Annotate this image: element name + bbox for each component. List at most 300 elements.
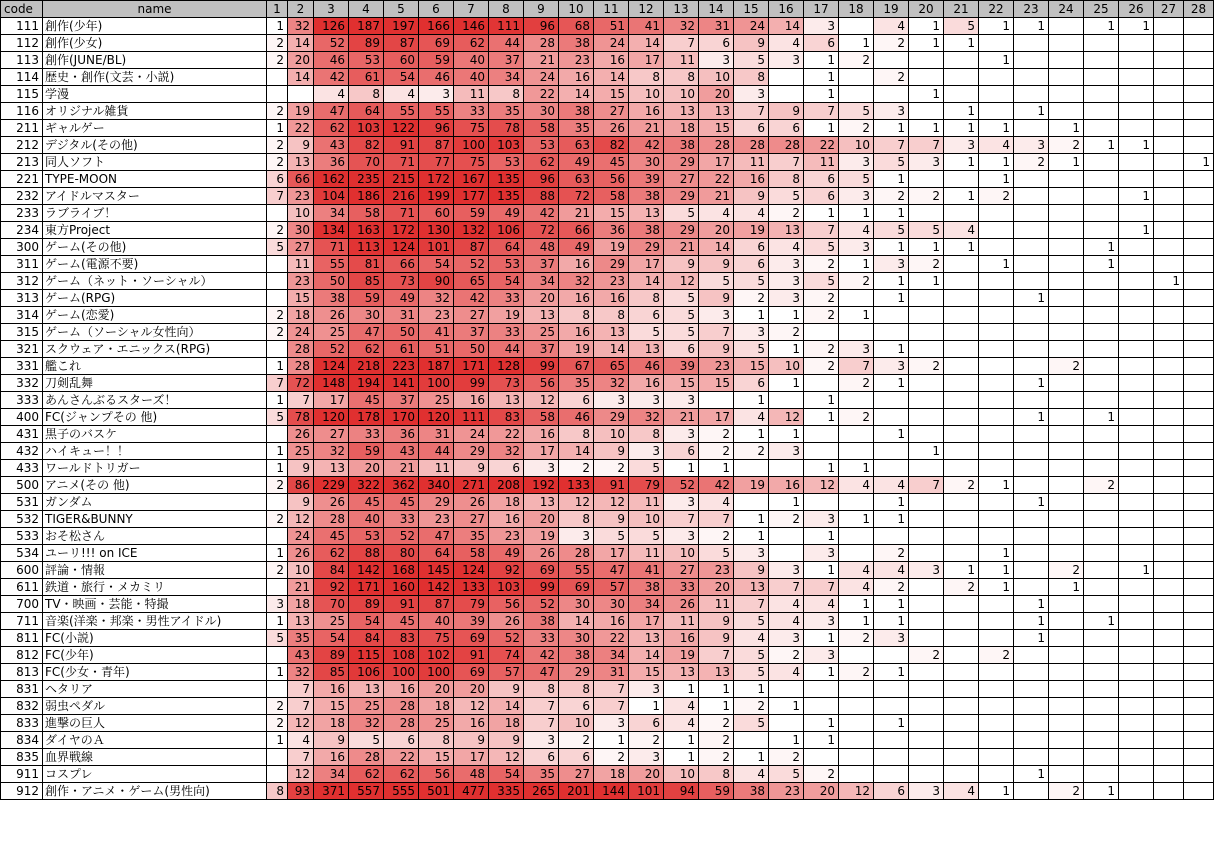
cell-value[interactable]: 62 <box>454 35 489 52</box>
cell-value[interactable]: 18 <box>288 307 314 324</box>
cell-value[interactable] <box>944 324 979 341</box>
cell-code[interactable]: 532 <box>1 511 43 528</box>
cell-value[interactable] <box>1084 392 1119 409</box>
cell-name[interactable]: あんさんぶるスターズ！ <box>43 392 267 409</box>
cell-value[interactable]: 1 <box>769 698 804 715</box>
cell-value[interactable]: 100 <box>454 137 489 154</box>
header-col-15[interactable]: 15 <box>734 1 769 18</box>
cell-value[interactable]: 28 <box>288 358 314 375</box>
cell-code[interactable]: 234 <box>1 222 43 239</box>
cell-code[interactable]: 600 <box>1 562 43 579</box>
cell-value[interactable] <box>1184 715 1214 732</box>
cell-value[interactable]: 1 <box>839 613 874 630</box>
cell-value[interactable]: 38 <box>314 290 349 307</box>
cell-value[interactable]: 2 <box>267 477 288 494</box>
cell-value[interactable] <box>267 579 288 596</box>
cell-value[interactable]: 56 <box>419 766 454 783</box>
cell-value[interactable]: 2 <box>267 154 288 171</box>
cell-value[interactable] <box>1184 783 1214 800</box>
cell-value[interactable]: 35 <box>559 120 594 137</box>
cell-value[interactable] <box>979 426 1014 443</box>
cell-value[interactable]: 1 <box>874 511 909 528</box>
cell-value[interactable]: 144 <box>594 783 629 800</box>
cell-name[interactable]: 東方Project <box>43 222 267 239</box>
cell-value[interactable]: 2 <box>1014 154 1049 171</box>
cell-value[interactable] <box>979 630 1014 647</box>
cell-value[interactable]: 20 <box>699 222 734 239</box>
cell-value[interactable]: 8 <box>734 69 769 86</box>
cell-value[interactable]: 5 <box>839 103 874 120</box>
header-col-4[interactable]: 4 <box>349 1 384 18</box>
cell-value[interactable]: 80 <box>384 545 419 562</box>
cell-value[interactable]: 1 <box>979 18 1014 35</box>
cell-value[interactable]: 201 <box>559 783 594 800</box>
cell-value[interactable]: 1 <box>804 86 839 103</box>
cell-value[interactable]: 162 <box>314 171 349 188</box>
cell-value[interactable]: 1 <box>839 307 874 324</box>
cell-value[interactable] <box>1119 664 1154 681</box>
cell-value[interactable]: 16 <box>489 511 524 528</box>
cell-value[interactable]: 1 <box>267 613 288 630</box>
cell-value[interactable] <box>804 426 839 443</box>
cell-value[interactable]: 58 <box>454 545 489 562</box>
cell-value[interactable]: 47 <box>594 562 629 579</box>
cell-value[interactable] <box>1014 579 1049 596</box>
cell-value[interactable] <box>944 69 979 86</box>
cell-name[interactable]: ゲーム(RPG) <box>43 290 267 307</box>
cell-value[interactable]: 10 <box>664 86 699 103</box>
cell-value[interactable] <box>769 681 804 698</box>
cell-value[interactable] <box>1119 35 1154 52</box>
cell-value[interactable]: 199 <box>419 188 454 205</box>
cell-value[interactable]: 91 <box>454 647 489 664</box>
cell-code[interactable]: 221 <box>1 171 43 188</box>
cell-value[interactable]: 25 <box>314 324 349 341</box>
cell-value[interactable]: 2 <box>909 358 944 375</box>
cell-value[interactable] <box>1049 307 1084 324</box>
cell-value[interactable]: 15 <box>699 120 734 137</box>
cell-value[interactable] <box>1154 137 1184 154</box>
cell-value[interactable]: 18 <box>489 494 524 511</box>
cell-value[interactable]: 194 <box>349 375 384 392</box>
cell-value[interactable]: 3 <box>909 562 944 579</box>
cell-value[interactable]: 103 <box>349 120 384 137</box>
cell-value[interactable] <box>1154 239 1184 256</box>
cell-value[interactable] <box>839 749 874 766</box>
cell-value[interactable]: 1 <box>874 375 909 392</box>
cell-value[interactable]: 1 <box>1084 409 1119 426</box>
cell-value[interactable]: 23 <box>288 188 314 205</box>
cell-name[interactable]: 弱虫ペダル <box>43 698 267 715</box>
cell-value[interactable]: 60 <box>384 52 419 69</box>
cell-value[interactable]: 47 <box>314 103 349 120</box>
cell-value[interactable]: 7 <box>734 596 769 613</box>
cell-value[interactable]: 38 <box>629 188 664 205</box>
cell-value[interactable]: 13 <box>664 103 699 120</box>
cell-value[interactable]: 10 <box>699 69 734 86</box>
header-col-6[interactable]: 6 <box>419 1 454 18</box>
cell-value[interactable] <box>909 205 944 222</box>
cell-value[interactable] <box>1154 35 1184 52</box>
cell-value[interactable] <box>1184 18 1214 35</box>
cell-value[interactable] <box>909 426 944 443</box>
cell-value[interactable]: 14 <box>559 443 594 460</box>
cell-value[interactable]: 7 <box>699 647 734 664</box>
cell-value[interactable] <box>1049 460 1084 477</box>
cell-value[interactable]: 4 <box>874 562 909 579</box>
cell-value[interactable]: 40 <box>419 613 454 630</box>
cell-value[interactable] <box>1049 239 1084 256</box>
cell-value[interactable]: 55 <box>419 103 454 120</box>
cell-value[interactable]: 84 <box>349 630 384 647</box>
header-name[interactable]: name <box>43 1 267 18</box>
cell-value[interactable]: 73 <box>489 375 524 392</box>
cell-value[interactable]: 1 <box>664 460 699 477</box>
cell-value[interactable]: 19 <box>524 528 559 545</box>
cell-value[interactable]: 18 <box>419 698 454 715</box>
cell-value[interactable] <box>944 528 979 545</box>
cell-value[interactable]: 124 <box>454 562 489 579</box>
cell-value[interactable]: 5 <box>804 273 839 290</box>
cell-value[interactable] <box>1154 290 1184 307</box>
cell-value[interactable]: 42 <box>629 137 664 154</box>
cell-value[interactable]: 6 <box>629 715 664 732</box>
cell-value[interactable] <box>909 698 944 715</box>
cell-value[interactable]: 2 <box>874 579 909 596</box>
cell-code[interactable]: 315 <box>1 324 43 341</box>
cell-value[interactable]: 7 <box>874 137 909 154</box>
cell-value[interactable] <box>1119 749 1154 766</box>
cell-value[interactable]: 33 <box>489 290 524 307</box>
cell-value[interactable]: 37 <box>384 392 419 409</box>
cell-value[interactable]: 1 <box>944 35 979 52</box>
cell-value[interactable]: 13 <box>664 664 699 681</box>
cell-value[interactable] <box>1119 171 1154 188</box>
cell-value[interactable]: 3 <box>559 528 594 545</box>
cell-value[interactable]: 2 <box>804 766 839 783</box>
cell-value[interactable] <box>1084 511 1119 528</box>
cell-value[interactable]: 87 <box>419 137 454 154</box>
cell-name[interactable]: TIGER&BUNNY <box>43 511 267 528</box>
cell-value[interactable]: 60 <box>419 205 454 222</box>
cell-value[interactable] <box>1154 18 1184 35</box>
cell-value[interactable]: 16 <box>454 715 489 732</box>
cell-code[interactable]: 911 <box>1 766 43 783</box>
cell-value[interactable] <box>1154 545 1184 562</box>
cell-value[interactable]: 55 <box>314 256 349 273</box>
cell-value[interactable] <box>1119 324 1154 341</box>
cell-value[interactable] <box>769 392 804 409</box>
cell-value[interactable] <box>839 69 874 86</box>
cell-value[interactable]: 2 <box>267 307 288 324</box>
cell-value[interactable]: 59 <box>349 290 384 307</box>
cell-value[interactable]: 35 <box>524 766 559 783</box>
cell-value[interactable] <box>1184 290 1214 307</box>
header-col-17[interactable]: 17 <box>804 1 839 18</box>
cell-value[interactable]: 62 <box>314 120 349 137</box>
cell-value[interactable]: 40 <box>454 69 489 86</box>
cell-value[interactable]: 55 <box>559 562 594 579</box>
cell-value[interactable]: 9 <box>664 256 699 273</box>
cell-value[interactable]: 19 <box>559 341 594 358</box>
cell-value[interactable]: 4 <box>874 477 909 494</box>
cell-value[interactable] <box>1084 698 1119 715</box>
cell-value[interactable]: 102 <box>419 647 454 664</box>
cell-value[interactable]: 10 <box>769 358 804 375</box>
cell-value[interactable] <box>1119 647 1154 664</box>
cell-value[interactable] <box>1084 596 1119 613</box>
cell-value[interactable]: 1 <box>874 613 909 630</box>
cell-name[interactable]: 評論・情報 <box>43 562 267 579</box>
cell-value[interactable]: 36 <box>384 426 419 443</box>
cell-value[interactable] <box>1184 358 1214 375</box>
cell-code[interactable]: 116 <box>1 103 43 120</box>
cell-code[interactable]: 232 <box>1 188 43 205</box>
cell-value[interactable]: 29 <box>594 409 629 426</box>
cell-value[interactable]: 28 <box>314 511 349 528</box>
cell-value[interactable] <box>909 579 944 596</box>
cell-value[interactable]: 2 <box>734 290 769 307</box>
cell-value[interactable]: 2 <box>267 222 288 239</box>
cell-value[interactable] <box>1049 409 1084 426</box>
cell-value[interactable] <box>1119 715 1154 732</box>
cell-value[interactable]: 20 <box>349 460 384 477</box>
cell-value[interactable]: 2 <box>804 256 839 273</box>
cell-value[interactable]: 91 <box>594 477 629 494</box>
cell-value[interactable] <box>1084 443 1119 460</box>
cell-value[interactable]: 29 <box>664 154 699 171</box>
cell-value[interactable] <box>979 494 1014 511</box>
cell-value[interactable]: 43 <box>314 137 349 154</box>
cell-value[interactable]: 4 <box>734 630 769 647</box>
cell-value[interactable]: 28 <box>288 341 314 358</box>
cell-value[interactable] <box>979 511 1014 528</box>
cell-value[interactable]: 20 <box>804 783 839 800</box>
cell-value[interactable]: 10 <box>664 545 699 562</box>
cell-value[interactable] <box>1184 392 1214 409</box>
cell-value[interactable]: 3 <box>419 86 454 103</box>
cell-value[interactable]: 265 <box>524 783 559 800</box>
cell-value[interactable] <box>909 375 944 392</box>
cell-value[interactable]: 85 <box>349 273 384 290</box>
cell-value[interactable] <box>874 460 909 477</box>
cell-value[interactable]: 5 <box>699 545 734 562</box>
cell-value[interactable]: 2 <box>769 749 804 766</box>
cell-value[interactable] <box>944 494 979 511</box>
cell-value[interactable] <box>1084 307 1119 324</box>
cell-value[interactable]: 26 <box>314 494 349 511</box>
cell-value[interactable] <box>734 732 769 749</box>
cell-value[interactable]: 4 <box>839 579 874 596</box>
cell-value[interactable]: 13 <box>699 103 734 120</box>
cell-value[interactable]: 21 <box>288 579 314 596</box>
cell-value[interactable]: 32 <box>349 715 384 732</box>
cell-value[interactable] <box>839 681 874 698</box>
cell-value[interactable]: 22 <box>489 426 524 443</box>
cell-value[interactable]: 3 <box>524 460 559 477</box>
cell-value[interactable] <box>1184 222 1214 239</box>
cell-value[interactable] <box>1119 103 1154 120</box>
cell-value[interactable]: 72 <box>288 375 314 392</box>
cell-value[interactable]: 16 <box>629 103 664 120</box>
cell-value[interactable]: 1 <box>979 783 1014 800</box>
cell-value[interactable]: 16 <box>594 613 629 630</box>
cell-value[interactable]: 126 <box>314 18 349 35</box>
cell-value[interactable]: 5 <box>664 307 699 324</box>
cell-value[interactable] <box>1014 783 1049 800</box>
cell-value[interactable]: 6 <box>384 732 419 749</box>
cell-value[interactable]: 35 <box>454 528 489 545</box>
cell-value[interactable]: 7 <box>288 749 314 766</box>
cell-code[interactable]: 300 <box>1 239 43 256</box>
cell-value[interactable]: 49 <box>489 205 524 222</box>
cell-code[interactable]: 211 <box>1 120 43 137</box>
cell-value[interactable]: 51 <box>419 341 454 358</box>
cell-value[interactable]: 1 <box>267 664 288 681</box>
header-col-1[interactable]: 1 <box>267 1 288 18</box>
cell-value[interactable]: 1 <box>804 528 839 545</box>
cell-value[interactable] <box>1119 256 1154 273</box>
cell-value[interactable]: 2 <box>839 375 874 392</box>
cell-value[interactable]: 2 <box>874 69 909 86</box>
cell-value[interactable]: 13 <box>699 664 734 681</box>
cell-value[interactable]: 4 <box>664 715 699 732</box>
cell-value[interactable]: 186 <box>349 188 384 205</box>
cell-value[interactable] <box>1184 69 1214 86</box>
cell-value[interactable]: 1 <box>699 460 734 477</box>
cell-value[interactable]: 1 <box>979 120 1014 137</box>
cell-value[interactable] <box>839 715 874 732</box>
cell-value[interactable]: 31 <box>699 18 734 35</box>
cell-value[interactable] <box>1154 681 1184 698</box>
cell-value[interactable]: 51 <box>594 18 629 35</box>
cell-value[interactable]: 32 <box>489 443 524 460</box>
cell-code[interactable]: 400 <box>1 409 43 426</box>
cell-value[interactable] <box>944 375 979 392</box>
cell-value[interactable]: 1 <box>874 171 909 188</box>
cell-value[interactable]: 9 <box>288 494 314 511</box>
header-col-8[interactable]: 8 <box>489 1 524 18</box>
cell-value[interactable]: 18 <box>288 596 314 613</box>
cell-name[interactable]: ヘタリア <box>43 681 267 698</box>
cell-value[interactable] <box>839 18 874 35</box>
cell-value[interactable]: 34 <box>524 273 559 290</box>
cell-value[interactable] <box>1119 52 1154 69</box>
cell-value[interactable]: 2 <box>699 426 734 443</box>
cell-value[interactable]: 4 <box>839 222 874 239</box>
cell-value[interactable]: 20 <box>524 290 559 307</box>
cell-value[interactable] <box>1119 477 1154 494</box>
cell-value[interactable] <box>1154 392 1184 409</box>
cell-value[interactable]: 32 <box>594 375 629 392</box>
cell-value[interactable]: 371 <box>314 783 349 800</box>
cell-value[interactable]: 2 <box>594 460 629 477</box>
cell-value[interactable] <box>839 647 874 664</box>
cell-value[interactable] <box>1084 681 1119 698</box>
cell-value[interactable]: 30 <box>524 103 559 120</box>
cell-value[interactable]: 15 <box>594 86 629 103</box>
cell-value[interactable] <box>1184 647 1214 664</box>
cell-value[interactable]: 70 <box>314 596 349 613</box>
cell-value[interactable]: 11 <box>664 613 699 630</box>
cell-value[interactable]: 16 <box>559 256 594 273</box>
cell-value[interactable] <box>944 307 979 324</box>
cell-value[interactable] <box>1049 290 1084 307</box>
cell-value[interactable] <box>874 766 909 783</box>
cell-code[interactable]: 611 <box>1 579 43 596</box>
cell-value[interactable]: 88 <box>349 545 384 562</box>
cell-value[interactable]: 4 <box>699 205 734 222</box>
cell-value[interactable]: 6 <box>664 341 699 358</box>
cell-value[interactable]: 46 <box>629 358 664 375</box>
cell-value[interactable]: 45 <box>384 613 419 630</box>
cell-value[interactable] <box>1084 426 1119 443</box>
cell-value[interactable] <box>979 103 1014 120</box>
cell-value[interactable]: 3 <box>804 18 839 35</box>
cell-value[interactable]: 1 <box>734 681 769 698</box>
cell-value[interactable]: 3 <box>769 443 804 460</box>
cell-value[interactable]: 1 <box>1014 103 1049 120</box>
cell-value[interactable]: 16 <box>594 52 629 69</box>
cell-value[interactable] <box>1184 545 1214 562</box>
cell-value[interactable]: 31 <box>384 307 419 324</box>
cell-value[interactable]: 23 <box>288 273 314 290</box>
cell-value[interactable]: 86 <box>288 477 314 494</box>
cell-value[interactable]: 2 <box>804 290 839 307</box>
cell-value[interactable] <box>839 392 874 409</box>
cell-value[interactable] <box>267 766 288 783</box>
cell-value[interactable]: 29 <box>664 188 699 205</box>
cell-value[interactable]: 59 <box>419 52 454 69</box>
cell-value[interactable]: 167 <box>454 171 489 188</box>
cell-value[interactable]: 10 <box>629 511 664 528</box>
cell-value[interactable] <box>267 341 288 358</box>
cell-value[interactable] <box>1014 205 1049 222</box>
cell-value[interactable]: 1 <box>769 426 804 443</box>
cell-value[interactable]: 88 <box>524 188 559 205</box>
cell-value[interactable]: 1 <box>1014 766 1049 783</box>
cell-code[interactable]: 321 <box>1 341 43 358</box>
cell-value[interactable]: 18 <box>314 715 349 732</box>
cell-value[interactable]: 2 <box>909 188 944 205</box>
cell-value[interactable]: 106 <box>489 222 524 239</box>
cell-name[interactable]: ラブライブ！ <box>43 205 267 222</box>
cell-value[interactable]: 171 <box>454 358 489 375</box>
cell-value[interactable] <box>1084 205 1119 222</box>
cell-value[interactable]: 2 <box>267 52 288 69</box>
cell-value[interactable] <box>1014 307 1049 324</box>
cell-value[interactable]: 14 <box>699 239 734 256</box>
cell-value[interactable] <box>874 647 909 664</box>
cell-value[interactable] <box>909 630 944 647</box>
cell-value[interactable]: 9 <box>454 732 489 749</box>
cell-value[interactable]: 8 <box>664 69 699 86</box>
cell-value[interactable]: 9 <box>454 460 489 477</box>
cell-value[interactable]: 3 <box>874 103 909 120</box>
cell-value[interactable]: 94 <box>664 783 699 800</box>
cell-value[interactable]: 6 <box>734 239 769 256</box>
cell-value[interactable]: 1 <box>1119 18 1154 35</box>
cell-value[interactable]: 82 <box>349 137 384 154</box>
cell-value[interactable] <box>1119 596 1154 613</box>
cell-value[interactable] <box>1119 392 1154 409</box>
cell-value[interactable]: 1 <box>1154 273 1184 290</box>
cell-value[interactable]: 25 <box>349 698 384 715</box>
cell-value[interactable]: 18 <box>664 120 699 137</box>
cell-value[interactable]: 120 <box>419 409 454 426</box>
cell-value[interactable]: 36 <box>314 154 349 171</box>
cell-value[interactable]: 30 <box>559 630 594 647</box>
